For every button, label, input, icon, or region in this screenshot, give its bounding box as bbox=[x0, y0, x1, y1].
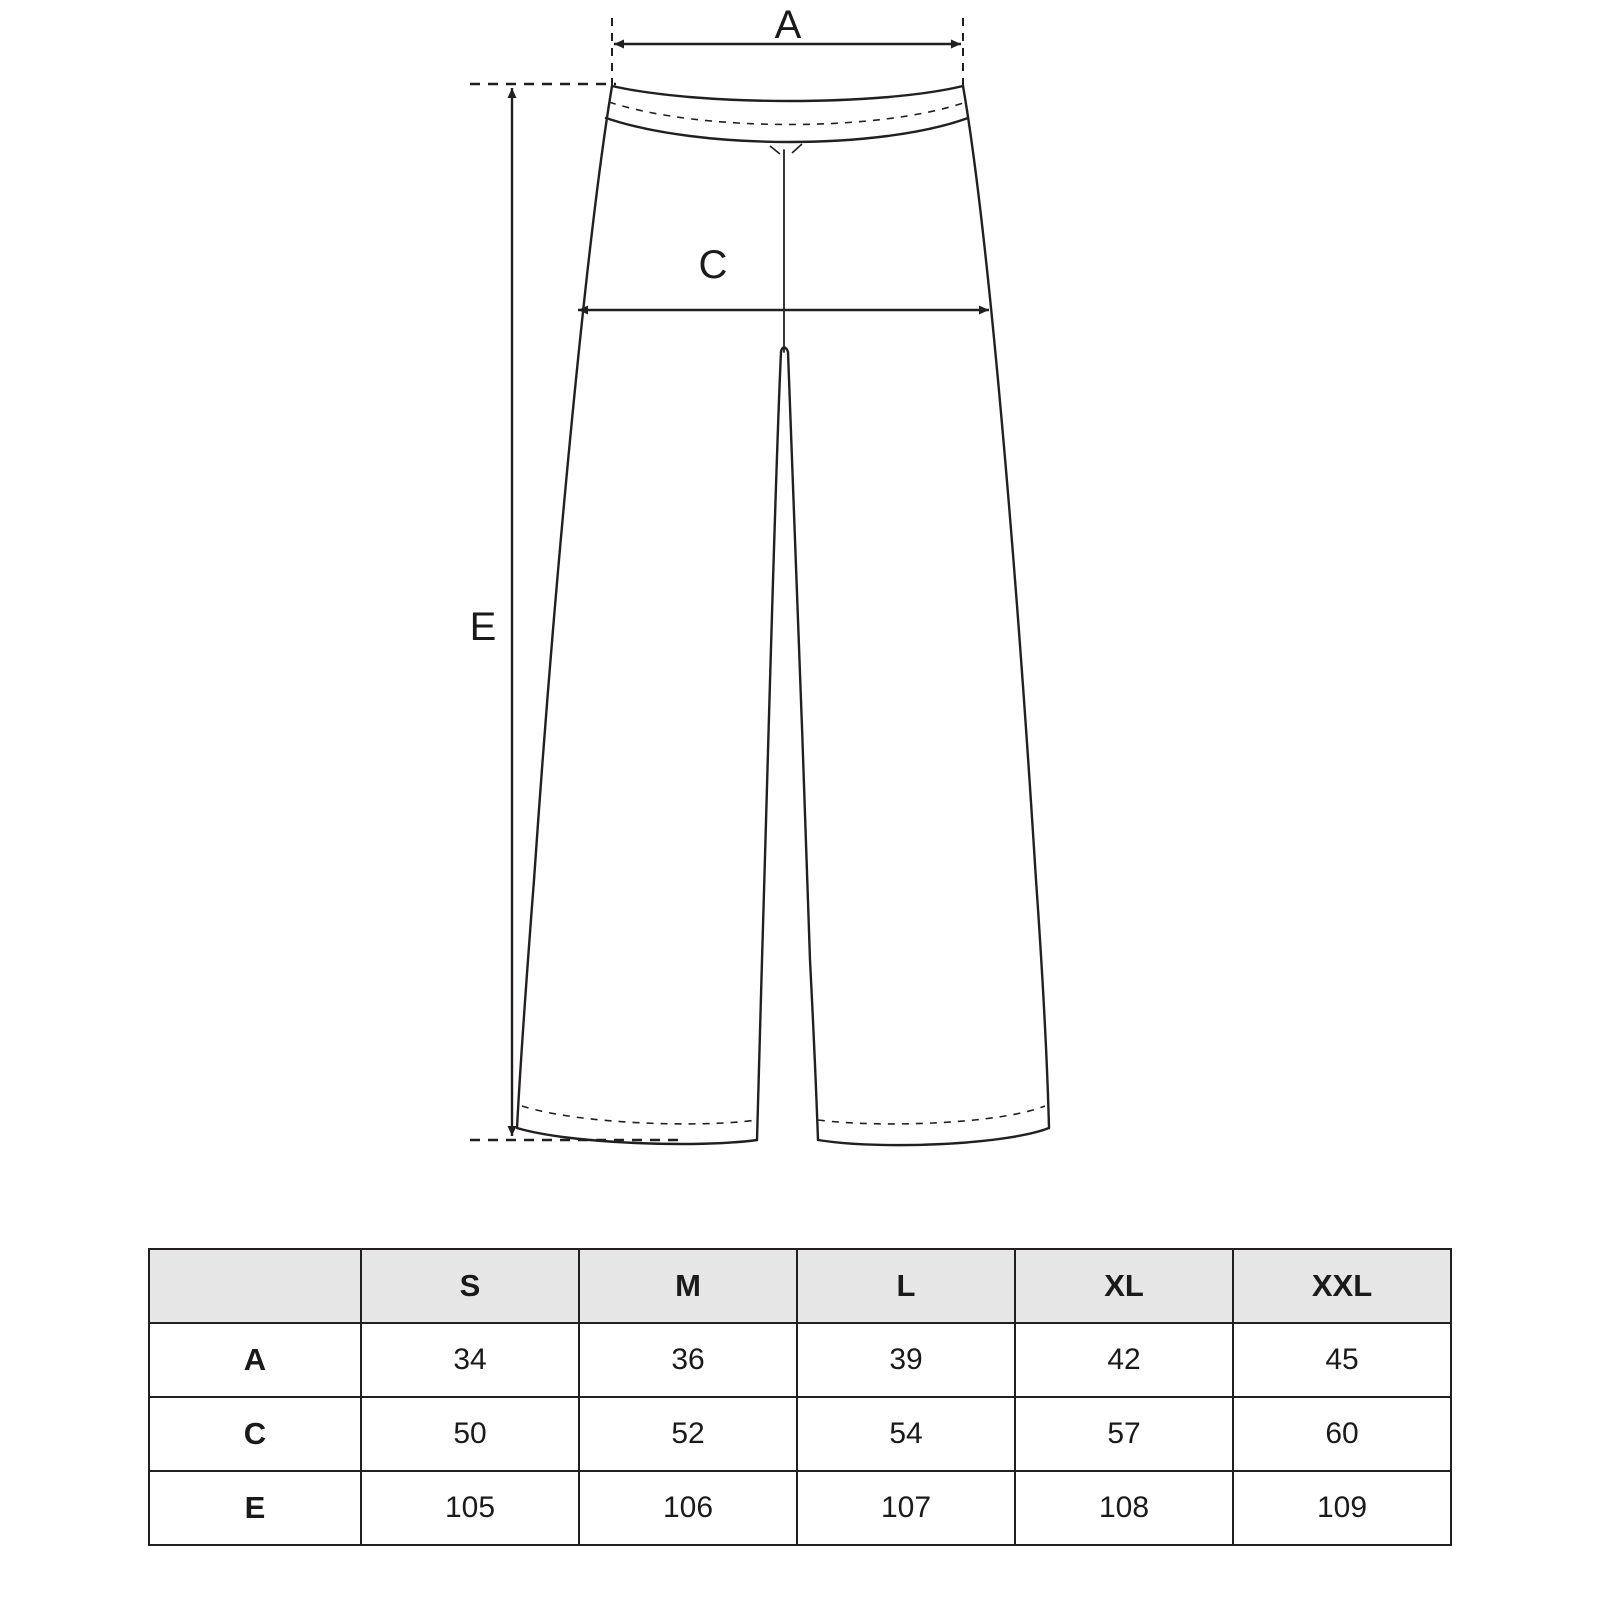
table-row bbox=[149, 1471, 1451, 1545]
dimension-e bbox=[470, 84, 680, 1140]
pants-outline bbox=[517, 86, 1049, 1145]
cell-c-xxl: 60 bbox=[1233, 1397, 1451, 1471]
row-header-a: A bbox=[149, 1323, 361, 1397]
table-header-row bbox=[149, 1249, 1451, 1323]
cell-e-m: 106 bbox=[579, 1471, 797, 1545]
row-header-c: C bbox=[149, 1397, 361, 1471]
cell-a-xxl: 45 bbox=[1233, 1323, 1451, 1397]
cell-c-s: 50 bbox=[361, 1397, 579, 1471]
cell-a-m: 36 bbox=[579, 1323, 797, 1397]
dimension-c-label: C bbox=[698, 243, 728, 287]
cell-c-m: 52 bbox=[579, 1397, 797, 1471]
table-corner-cell bbox=[149, 1249, 361, 1323]
column-header-s: S bbox=[361, 1249, 579, 1323]
cell-c-l: 54 bbox=[797, 1397, 1015, 1471]
cell-e-xl: 108 bbox=[1015, 1471, 1233, 1545]
size-chart-table bbox=[148, 1248, 1452, 1546]
cell-e-s: 105 bbox=[361, 1471, 579, 1545]
table-row bbox=[149, 1397, 1451, 1471]
waistband-stitching bbox=[609, 102, 966, 125]
column-header-xxl: XXL bbox=[1233, 1249, 1451, 1323]
table-row bbox=[149, 1323, 1451, 1397]
column-header-l: L bbox=[797, 1249, 1015, 1323]
dimension-a-label: A bbox=[774, 3, 802, 47]
cell-a-xl: 42 bbox=[1015, 1323, 1233, 1397]
hem-stitching bbox=[522, 1106, 1045, 1124]
drawcord-knot bbox=[770, 144, 802, 154]
cell-a-l: 39 bbox=[797, 1323, 1015, 1397]
cell-a-s: 34 bbox=[361, 1323, 579, 1397]
column-header-m: M bbox=[579, 1249, 797, 1323]
cell-e-xxl: 109 bbox=[1233, 1471, 1451, 1545]
cell-c-xl: 57 bbox=[1015, 1397, 1233, 1471]
cell-e-l: 107 bbox=[797, 1471, 1015, 1545]
row-header-e: E bbox=[149, 1471, 361, 1545]
column-header-xl: XL bbox=[1015, 1249, 1233, 1323]
dimension-e-label: E bbox=[469, 605, 497, 649]
